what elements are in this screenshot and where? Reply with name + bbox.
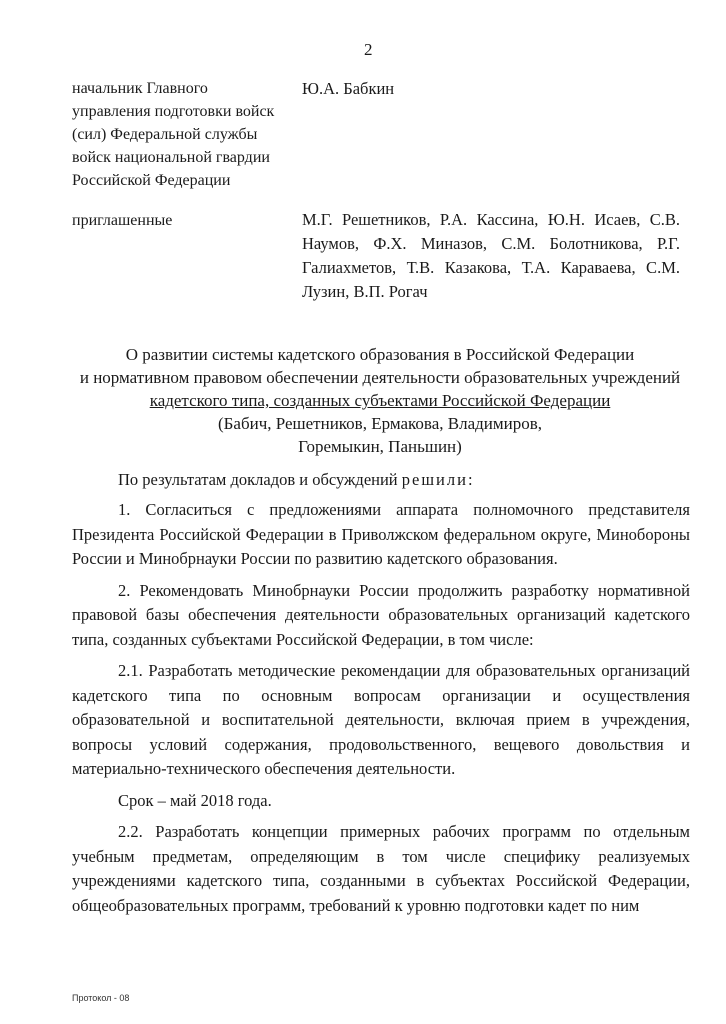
agenda-line-3: кадетского типа, созданных субъектами Российской Федерации xyxy=(149,391,611,410)
attendee-name: Ю.А. Бабкин xyxy=(302,79,395,98)
invited-label: приглашенные xyxy=(72,212,173,229)
decision-item-2: 2. Рекомендовать Минобрнауки России продолжить разработку нормативной правовой базы обеспечения деятельности образовательных организаций кадетского типа, созданных субъектами Российской Федерации, в том числе: xyxy=(72,580,690,649)
attendee-position: начальник Главного управления подготовки войск (сил) Федеральной службы войск национальной гвардии Российской Федерации xyxy=(72,80,275,189)
decision-item-1: 1. Согласиться с предложениями аппарата полномочного представителя Президента Российской Федерации в Приволжском федеральном округе, Минобороны России и Минобрнауки России по развитию кадетского образования. xyxy=(72,500,690,568)
invited-names: М.Г. Решетников, Р.А. Кассина, Ю.Н. Исаев, С.В. Наумов, Ф.Х. Миназов, С.М. Болотникова, Р.Г. Галиахметов, Т.В. Казакова, Т.А. Караваева, С.М. Лузин, В.П. Рогач xyxy=(302,210,680,301)
decision-item-2-2: 2.2. Разработать концепции примерных рабочих программ по отдельным учебным предметам, определяющим в том числе специфику реализуемых учреждениями кадетского типа, созданными в субъектах Российской Федерации, общеобразовательных программ, требований к уровню подготовки кадет по ним xyxy=(72,822,690,915)
page-number: 2 xyxy=(364,40,373,59)
decision-body xyxy=(72,468,690,925)
decision-intro-text: По результатам докладов и обсуждений xyxy=(118,470,398,489)
decision-colon: : xyxy=(467,470,473,489)
agenda-heading xyxy=(60,343,700,458)
agenda-speakers-2: Горемыкин, Паньшин) xyxy=(298,437,462,456)
footer-protocol: Протокол - 08 xyxy=(72,993,130,1003)
agenda-line-2: и нормативном правовом обеспечении деятельности образовательных учреждений xyxy=(79,368,681,387)
agenda-line-1: О развитии системы кадетского образования в Российской Федерации xyxy=(125,345,635,364)
decision-item-2-1: 2.1. Разработать методические рекомендации для образовательных организаций кадетского типа по основным вопросам организации и осуществления образовательной и воспитательной деятельности, включая прием в учреждения, вопросы условий содержания, продовольственного, вещевого довольствия и материально-технического обеспечения деятельности. xyxy=(72,661,690,778)
decision-intro xyxy=(72,468,690,492)
decision-verb: решили xyxy=(401,470,468,489)
agenda-speakers-1: (Бабич, Решетников, Ермакова, Владимиров, xyxy=(217,414,543,433)
decision-deadline: Срок – май 2018 года. xyxy=(118,790,272,810)
